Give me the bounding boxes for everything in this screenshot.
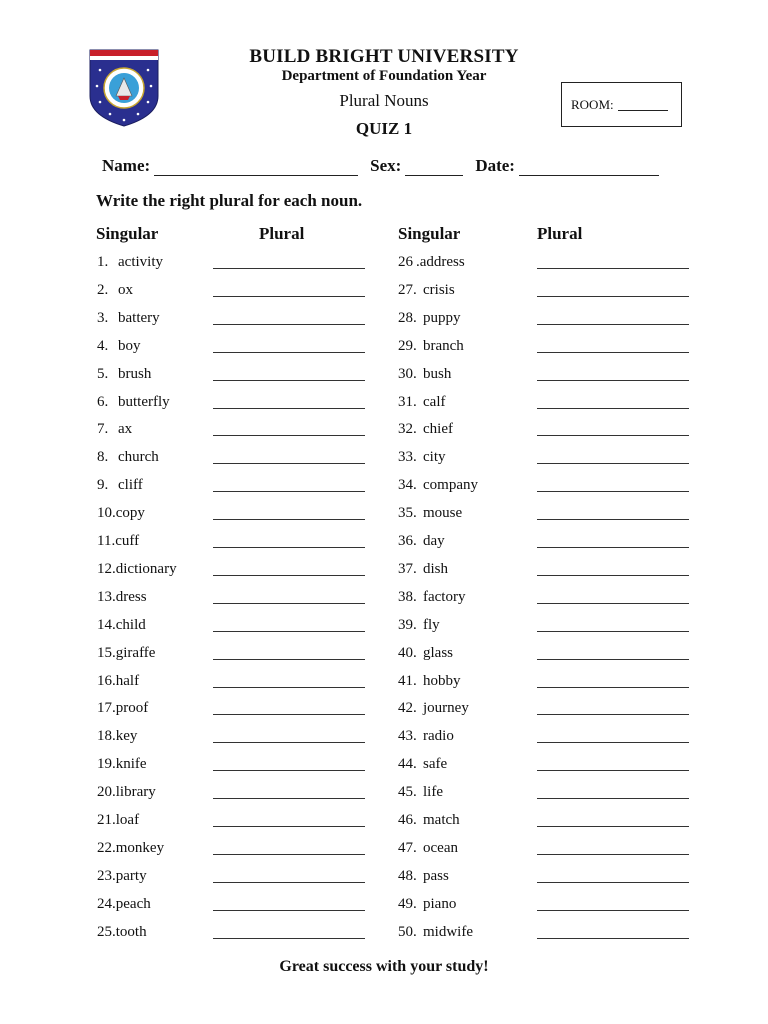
singular-noun: day: [423, 533, 445, 549]
singular-noun: ox: [118, 281, 133, 298]
question-number: 10.: [97, 505, 116, 522]
question-number: 45.: [398, 784, 417, 801]
question-number: 29.: [398, 337, 417, 354]
question-number: 43.: [398, 728, 417, 745]
date-label: Date:: [475, 156, 515, 175]
question-number: 44.: [398, 756, 417, 773]
question-number: 9.: [97, 477, 109, 494]
singular-noun: puppy: [423, 309, 461, 326]
question-number: 18.: [97, 728, 116, 745]
question-number: 1.: [97, 254, 109, 270]
question-label: [97, 784, 156, 801]
instruction-text: Write the right plural for each noun.: [96, 191, 363, 210]
room-label: ROOM:: [571, 96, 614, 112]
question-number: 49.: [398, 895, 417, 912]
question-number: 7.: [97, 421, 109, 438]
singular-noun: hobby: [423, 672, 461, 689]
singular-noun: giraffe: [115, 644, 156, 661]
plural-answer-blank[interactable]: [537, 505, 689, 520]
question-number: 24.: [97, 895, 116, 912]
plural-answer-blank[interactable]: [537, 673, 689, 688]
quiz-title: QUIZ 1: [355, 119, 413, 138]
question-label: [97, 533, 139, 550]
plural-answer-blank[interactable]: [213, 254, 365, 269]
topic-title: Plural Nouns: [339, 91, 429, 110]
singular-noun: party: [115, 867, 147, 884]
plural-answer-blank[interactable]: [537, 338, 689, 353]
plural-answer-blank[interactable]: [537, 784, 689, 799]
left-plural-header: Plural: [259, 224, 305, 243]
singular-noun: dress: [115, 588, 147, 605]
plural-answer-blank[interactable]: [537, 421, 689, 436]
question-number: 33.: [398, 449, 417, 466]
question-number: 14.: [97, 616, 116, 633]
singular-noun: butterfly: [118, 393, 170, 410]
question-number: 35.: [398, 505, 417, 522]
question-label: [97, 589, 147, 606]
plural-answer-blank[interactable]: [213, 282, 365, 297]
university-name: BUILD BRIGHT UNIVERSITY: [249, 46, 519, 67]
singular-noun: proof: [115, 700, 149, 717]
singular-noun: match: [423, 812, 460, 828]
question-label: [97, 728, 137, 745]
plural-answer-blank[interactable]: [213, 868, 365, 883]
question-number: 47.: [398, 839, 417, 856]
question-number: 11.: [97, 533, 116, 549]
plural-answer-blank[interactable]: [213, 561, 365, 576]
question-number: 40.: [398, 644, 417, 661]
question-number: 17.: [97, 700, 116, 717]
question-number: 46.: [398, 812, 417, 828]
singular-noun: glass: [423, 644, 453, 661]
question-label: [97, 868, 147, 885]
plural-answer-blank[interactable]: [213, 589, 365, 604]
question-label: [97, 505, 145, 522]
plural-answer-blank[interactable]: [213, 673, 365, 688]
singular-noun: ocean: [423, 839, 458, 856]
singular-noun: .address: [416, 254, 465, 270]
plural-answer-blank[interactable]: [537, 589, 689, 604]
singular-noun: chief: [423, 421, 453, 438]
question-number: 13.: [97, 588, 116, 605]
footer-message: Great success with your study!: [279, 958, 489, 975]
question-number: 8.: [97, 449, 109, 466]
question-number: 5.: [97, 365, 109, 382]
question-number: 27.: [398, 281, 417, 298]
singular-noun: knife: [115, 756, 147, 773]
plural-answer-blank[interactable]: [537, 533, 689, 548]
plural-answer-blank[interactable]: [213, 421, 365, 436]
question-label: [97, 561, 177, 578]
question-number: 16.: [97, 672, 116, 689]
singular-noun: child: [115, 616, 146, 633]
singular-noun: dish: [423, 560, 449, 577]
plural-answer-blank[interactable]: [213, 756, 365, 771]
question-number: 48.: [398, 867, 417, 884]
name-label: Name:: [102, 156, 151, 175]
left-singular-header: Singular: [96, 224, 159, 243]
plural-answer-blank[interactable]: [213, 784, 365, 799]
singular-noun: cuff: [115, 533, 140, 549]
question-number: 36.: [398, 533, 417, 549]
plural-answer-blank[interactable]: [537, 449, 689, 464]
singular-noun: mouse: [423, 505, 463, 522]
singular-noun: peach: [115, 895, 151, 912]
question-number: 38.: [398, 588, 417, 605]
question-number: 42.: [398, 700, 417, 717]
question-label: [97, 645, 155, 662]
singular-noun: boy: [118, 337, 141, 354]
question-label: [97, 756, 147, 773]
singular-noun: city: [423, 449, 446, 466]
singular-noun: ax: [118, 421, 133, 438]
singular-noun: midwife: [423, 923, 473, 940]
singular-noun: safe: [423, 756, 448, 773]
plural-answer-blank[interactable]: [213, 728, 365, 743]
sex-blank[interactable]: [405, 161, 463, 176]
question-label: [97, 673, 139, 690]
question-number: 37.: [398, 560, 417, 577]
question-number: 34.: [398, 477, 417, 494]
singular-noun: factory: [423, 588, 466, 605]
plural-answer-blank[interactable]: [537, 561, 689, 576]
question-label: [97, 896, 151, 913]
plural-answer-blank[interactable]: [537, 617, 689, 632]
plural-answer-blank[interactable]: [213, 812, 365, 827]
plural-answer-blank[interactable]: [213, 896, 365, 911]
question-number: 41.: [398, 672, 417, 689]
singular-noun: library: [115, 784, 156, 801]
question-number: 30.: [398, 365, 417, 382]
singular-noun: radio: [423, 728, 454, 745]
plural-answer-blank[interactable]: [537, 756, 689, 771]
singular-noun: loaf: [115, 812, 140, 828]
question-number: 39.: [398, 616, 417, 633]
question-number: 3.: [97, 309, 109, 326]
plural-answer-blank[interactable]: [537, 840, 689, 855]
plural-answer-blank[interactable]: [537, 282, 689, 297]
plural-answer-blank[interactable]: [213, 338, 365, 353]
room-blank[interactable]: [618, 98, 668, 111]
plural-answer-blank[interactable]: [213, 449, 365, 464]
singular-noun: monkey: [115, 839, 165, 856]
singular-noun: life: [423, 784, 443, 801]
room-box: [561, 82, 682, 127]
plural-answer-blank[interactable]: [213, 840, 365, 855]
singular-noun: brush: [118, 365, 152, 382]
plural-answer-blank[interactable]: [213, 700, 365, 715]
plural-answer-blank[interactable]: [537, 896, 689, 911]
plural-answer-blank[interactable]: [537, 394, 689, 409]
question-label: [97, 617, 146, 634]
singular-noun: crisis: [423, 281, 455, 298]
singular-noun: branch: [423, 337, 464, 354]
question-number: 15.: [97, 644, 116, 661]
plural-answer-blank[interactable]: [213, 394, 365, 409]
question-number: 20.: [97, 784, 116, 801]
singular-noun: dictionary: [115, 560, 177, 577]
plural-answer-blank[interactable]: [213, 477, 365, 492]
question-label: [97, 700, 148, 717]
question-number: 25.: [97, 923, 116, 940]
singular-noun: company: [423, 477, 478, 494]
plural-answer-blank[interactable]: [537, 477, 689, 492]
plural-answer-blank[interactable]: [537, 700, 689, 715]
question-label: [97, 840, 164, 857]
name-blank[interactable]: [154, 161, 358, 176]
question-number: 12.: [97, 560, 116, 577]
question-number: 21.: [97, 812, 116, 828]
singular-noun: journey: [423, 700, 469, 717]
singular-noun: half: [115, 672, 140, 689]
plural-answer-blank[interactable]: [537, 254, 689, 269]
singular-noun: pass: [423, 867, 449, 884]
singular-noun: copy: [115, 505, 145, 522]
right-singular-header: Singular: [398, 224, 461, 243]
singular-noun: battery: [118, 309, 160, 326]
question-number: 28.: [398, 309, 417, 326]
plural-answer-blank[interactable]: [537, 728, 689, 743]
question-number: 22.: [97, 839, 116, 856]
singular-noun: tooth: [115, 923, 147, 940]
singular-noun: fly: [423, 616, 440, 633]
singular-noun: activity: [118, 254, 163, 270]
singular-noun: piano: [423, 895, 457, 912]
question-number: 26: [398, 254, 413, 270]
plural-answer-blank[interactable]: [213, 924, 365, 939]
plural-answer-blank[interactable]: [213, 617, 365, 632]
question-label: [97, 924, 147, 941]
right-plural-header: Plural: [537, 224, 583, 243]
plural-answer-blank[interactable]: [537, 645, 689, 660]
question-number: 6.: [97, 393, 109, 410]
singular-noun: cliff: [118, 477, 143, 494]
sex-label: Sex:: [370, 156, 402, 175]
plural-answer-blank[interactable]: [213, 366, 365, 381]
plural-answer-blank[interactable]: [537, 310, 689, 325]
question-number: 31.: [398, 393, 417, 410]
department-name: Department of Foundation Year: [281, 68, 487, 84]
plural-answer-blank[interactable]: [213, 533, 365, 548]
singular-noun: bush: [423, 365, 452, 382]
date-blank[interactable]: [519, 161, 659, 176]
question-number: 23.: [97, 867, 116, 884]
singular-noun: calf: [423, 393, 446, 410]
plural-answer-blank[interactable]: [537, 812, 689, 827]
plural-answer-blank[interactable]: [213, 310, 365, 325]
plural-answer-blank[interactable]: [537, 868, 689, 883]
question-number: 19.: [97, 756, 116, 773]
plural-answer-blank[interactable]: [537, 924, 689, 939]
plural-answer-blank[interactable]: [213, 645, 365, 660]
question-number: 32.: [398, 421, 417, 438]
plural-answer-blank[interactable]: [213, 505, 365, 520]
singular-noun: key: [115, 728, 138, 745]
plural-answer-blank[interactable]: [537, 366, 689, 381]
question-number: 4.: [97, 337, 109, 354]
question-number: 50.: [398, 923, 417, 940]
student-info-row: [102, 156, 659, 176]
question-label: [97, 812, 139, 829]
singular-noun: church: [118, 449, 159, 466]
question-number: 2.: [97, 281, 109, 298]
